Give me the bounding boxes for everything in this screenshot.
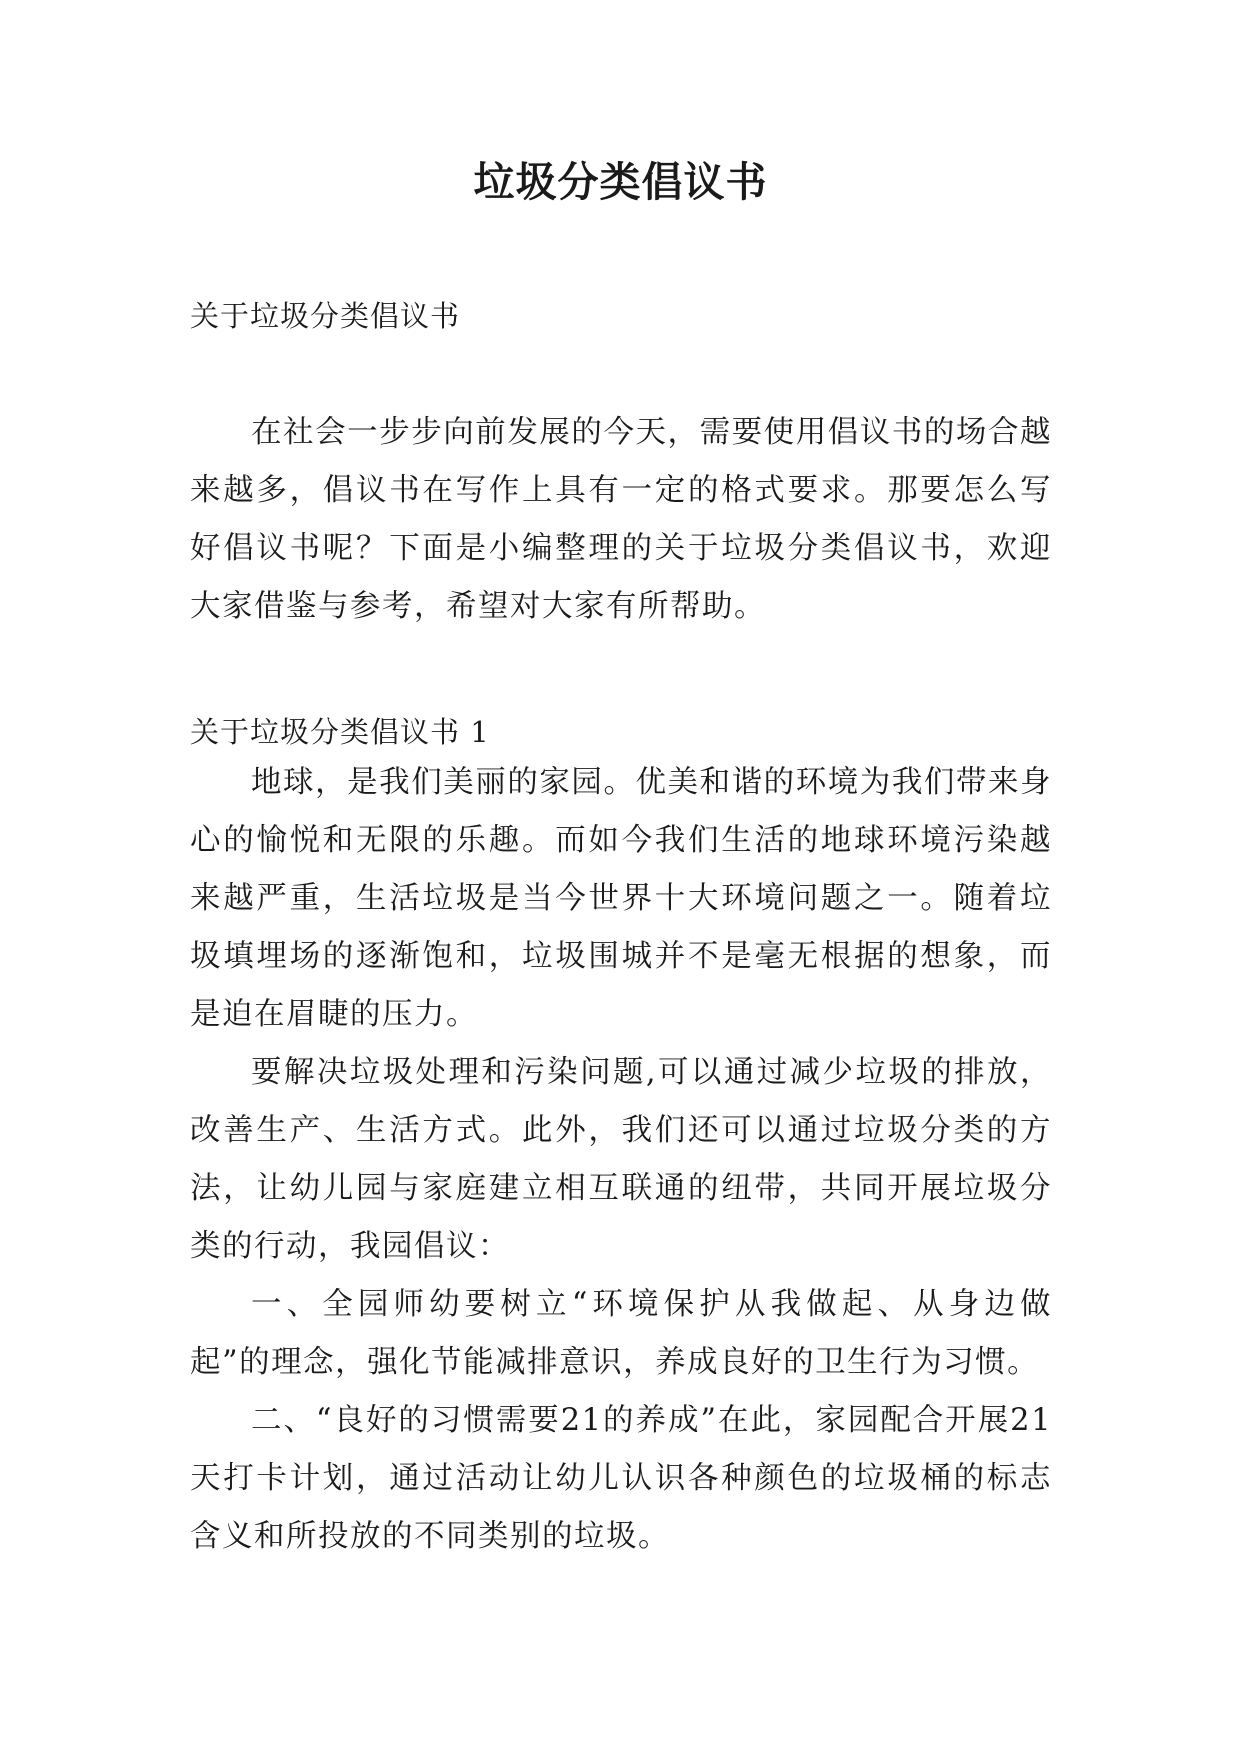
body-paragraph: 要解决垃圾处理和污染问题,可以通过减少垃圾的排放，改善生产、生活方式。此外，我们还可以通过垃圾分类的方法，让幼儿园与家庭建立相互联通的纽带，共同开展垃圾分类的行动，我园倡议： xyxy=(190,1055,1052,1264)
document-subtitle: 关于垃圾分类倡议书 xyxy=(190,299,461,333)
intro-paragraph: 在社会一步步向前发展的今天，需要使用倡议书的场合越来越多，倡议书在写作上具有一定的格式要求。那要怎么写好倡议书呢？下面是小编整理的关于垃圾分类倡议书，欢迎大家借鉴与参考，希望对大家有所帮助。 xyxy=(190,415,1052,624)
body-paragraph: 地球，是我们美丽的家园。优美和谐的环境为我们带来身心的愉悦和无限的乐趣。而如今我们生活的地球环境污染越来越严重，生活垃圾是当今世界十大环境问题之一。随着垃圾填埋场的逐渐饱和，垃圾围城并不是毫无根据的想象，而是迫在眉睫的压力。 xyxy=(190,765,1052,1032)
intro-section xyxy=(190,404,1052,636)
body-paragraph: 一、全园师幼要树立“环境保护从我做起、从身边做起”的理念，强化节能减排意识，养成良好的卫生行为习惯。 xyxy=(190,1287,1052,1380)
body-section xyxy=(190,754,1052,1566)
document-title: 垃圾分类倡议书 xyxy=(473,158,768,206)
section-heading: 关于垃圾分类倡议书 1 xyxy=(190,715,490,749)
body-paragraph: 二、“良好的习惯需要21的养成”在此，家园配合开展21天打卡计划，通过活动让幼儿认识各种颜色的垃圾桶的标志含义和所投放的不同类别的垃圾。 xyxy=(190,1403,1052,1554)
